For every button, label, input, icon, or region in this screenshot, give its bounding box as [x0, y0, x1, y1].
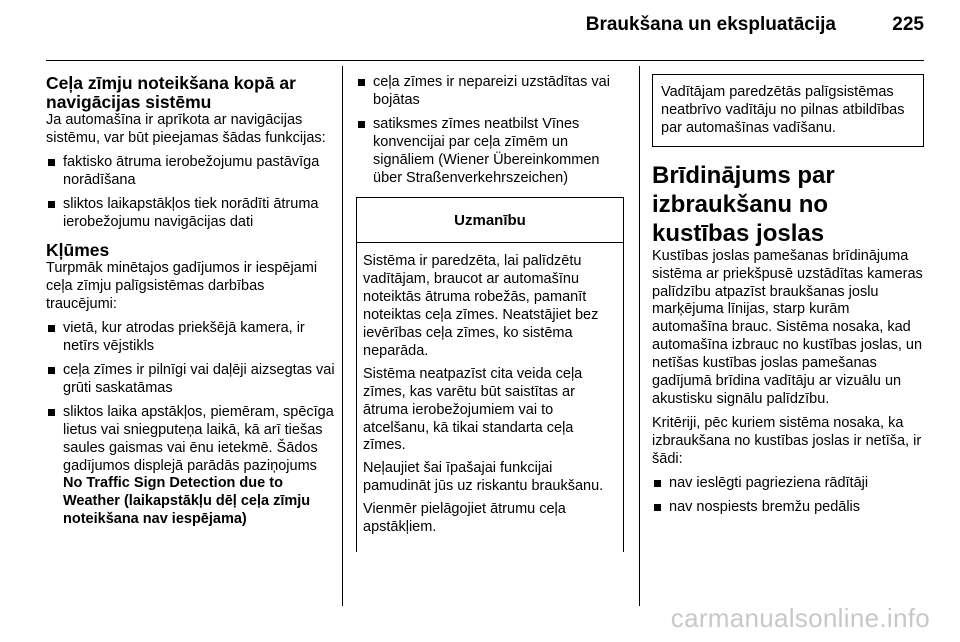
- watermark: carmanualsonline.info: [670, 603, 930, 633]
- intro-paragraph: Ja automašīna ir aprīkota ar navigācijas sistēmu, var būt pieejamas šādas funkcijas:: [46, 112, 326, 146]
- column-divider-2: [639, 66, 640, 606]
- warning-paragraph: Vienmēr pielāgojiet ātrumu ceļa apstākļiem.: [363, 501, 566, 536]
- section-heading-traffic-sign-navigation: Ceļa zīmju noteikšana kopā ar navigācijas sistēmu: [46, 73, 296, 112]
- list-item: ceļa zīmes ir pilnīgi vai daļēji aizsegtas vai grūti saskatāmas: [46, 362, 336, 398]
- list-item: faktisko ātruma ierobežojumu pastāvīga norādīšana: [46, 154, 336, 190]
- list-item: nav ieslēgti pagrieziena rādītāji: [652, 475, 924, 493]
- faults-list-continued: [356, 74, 624, 187]
- warning-body: [357, 243, 623, 552]
- warning-paragraph: Sistēma ir paredzēta, lai palīdzētu vadītājam, braucot ar automašīnu noteiktās ātruma robežās, pamanīt noteiktas ceļa zīmes. Neatstājiet bez ievērības ceļa zīmes, ko sistēma neparāda.: [363, 253, 599, 359]
- list-item-text: sliktos laika apstākļos, piemēram, spēcīga lietus vai sniegputeņa laikā, kā arī tiešas saules gaismas vai ēnu ietekmē. Šādos gadījumos displejā parādās paziņojums: [63, 403, 334, 474]
- features-list: [46, 154, 336, 232]
- list-item: [46, 404, 336, 529]
- warning-box: [356, 197, 624, 552]
- lane-departure-paragraph: Kustības joslas pamešanas brīdinājuma sistēma ar priekšpusē uzstādītas kameras palīdzību atpazīst braukšanas joslu marķējuma līnijas, starp kurām automašīna brauc. Sistēma nosaka, kad automašīna izbrauc no kustības joslas, un netīšas kustības joslas pamešanas gadījumā brīdina vadītāju ar vizuālu un akustisku signālu palīdzību.: [652, 247, 923, 407]
- list-item: ceļa zīmes ir nepareizi uzstādītas vai bojātas: [356, 74, 624, 110]
- column-2: [356, 74, 624, 552]
- faults-paragraph: Turpmāk minētajos gadījumos ir iespējami ceļa zīmju palīgsistēmas darbības traucējumi:: [46, 260, 318, 313]
- criteria-list: [652, 475, 924, 517]
- header-title: Braukšana un ekspluatācija: [585, 14, 836, 35]
- faults-list: [46, 320, 336, 529]
- list-item: sliktos laikapstākļos tiek norādīti ātruma ierobežojumu navigācijas dati: [46, 196, 336, 232]
- list-item: nav nospiests bremžu pedālis: [652, 499, 924, 517]
- column-divider-1: [342, 66, 343, 606]
- display-message: No Traffic Sign Detection due to Weather (laikapstākļu dēļ ceļa zīmju noteikšana nav iespējama): [63, 475, 311, 528]
- warning-paragraph: Sistēma neatpazīst cita veida ceļa zīmes, kas varētu būt saistītas ar ātruma ierobežojumiem vai to atcelšanu, kā tikai standarta ceļa zīmes.: [363, 365, 583, 454]
- column-1: [46, 74, 336, 535]
- column-3: [652, 74, 924, 522]
- criteria-paragraph: Kritēriji, pēc kuriem sistēma nosaka, ka izbraukšana no kustības joslas ir netīša, ir šādi:: [652, 414, 922, 467]
- note-text: Vadītājam paredzētās palīgsistēmas neatbrīvo vadītāju no pilnas atbildības par automašīnas vadīšanu.: [661, 84, 905, 136]
- section-heading-lane-departure: Brīdinājums par izbraukšanu no kustības joslas: [652, 161, 835, 247]
- list-item: satiksmes zīmes neatbilst Vīnes konvencijai par ceļa zīmēm un signāliem (Wiener Übereinkommen über Straßenverkehrszeichen): [356, 116, 624, 188]
- warning-title: Uzmanību: [357, 198, 623, 243]
- warning-paragraph: Neļaujiet šai īpašajai funkcijai pamudināt jūs uz riskantu braukšanu.: [363, 460, 604, 495]
- note-box: [652, 74, 924, 147]
- section-heading-faults: Kļūmes: [46, 240, 110, 261]
- header-rule: [46, 60, 924, 61]
- page-number: 225: [892, 14, 924, 35]
- list-item: vietā, kur atrodas priekšējā kamera, ir netīrs vējstikls: [46, 320, 336, 356]
